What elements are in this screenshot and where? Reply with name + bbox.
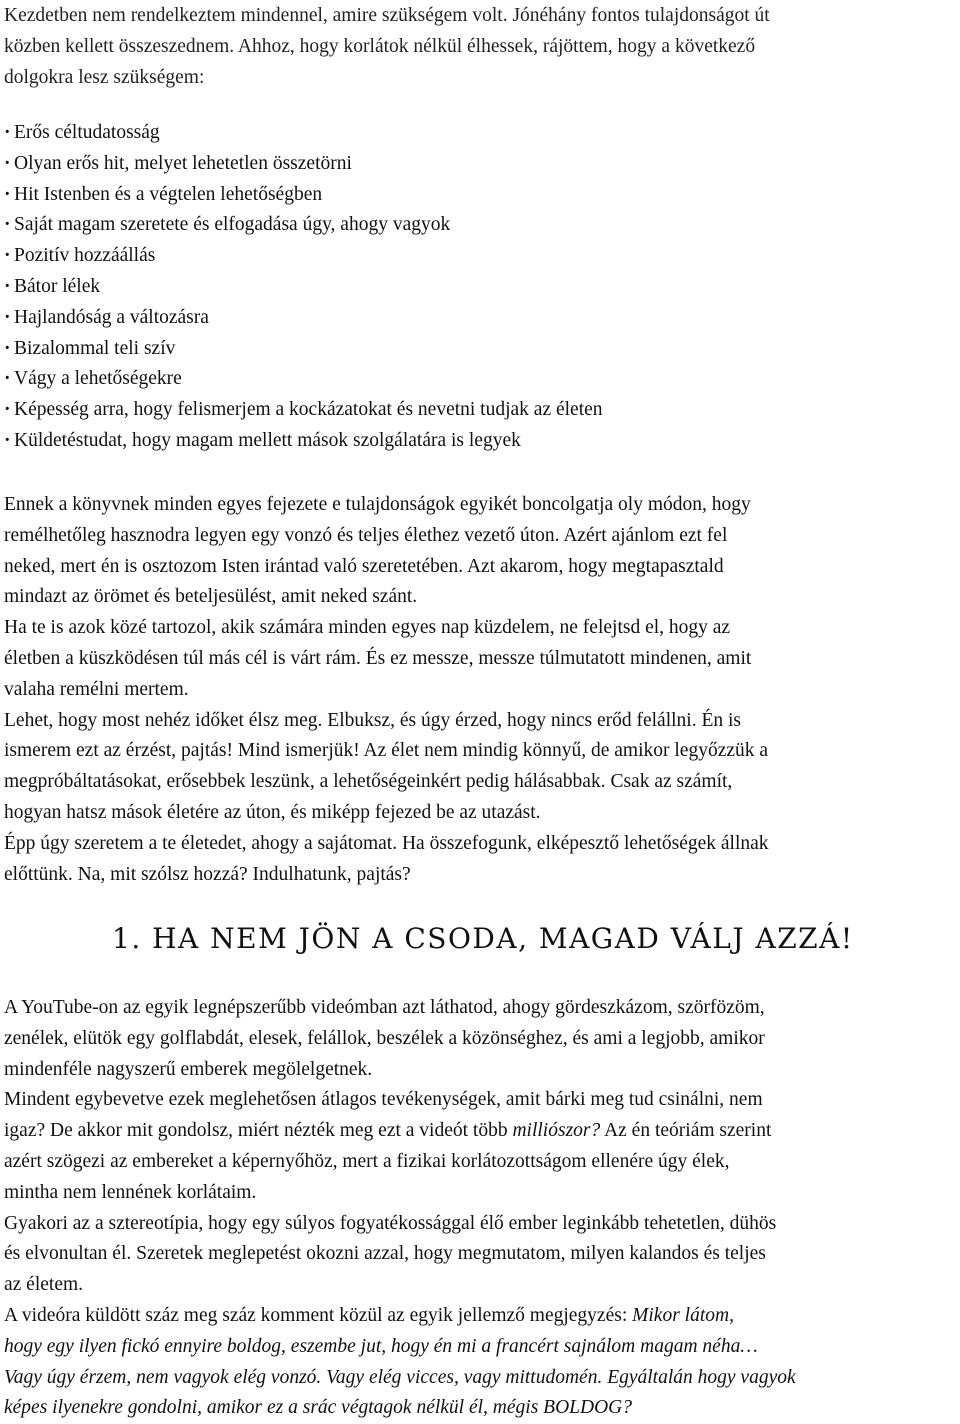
list-item: [4, 272, 603, 303]
list-item: [4, 303, 603, 334]
list-item: [4, 210, 603, 241]
text-line: mindenféle nagyszerű emberek megölelgetnek.: [4, 1058, 373, 1080]
list-item: [4, 426, 603, 457]
body-section-two: [4, 993, 956, 1424]
list-item: [4, 149, 603, 180]
list-item-text: Hajlandóság a változásra: [14, 306, 209, 328]
text-span: A videóra küldött száz meg száz komment közül az egyik jellemző megjegyzés:: [4, 1304, 633, 1326]
text-line: remélhetőleg hasznodra legyen egy vonzó és teljes élethez vezető úton. Azért ajánlom ezt fel: [4, 524, 728, 546]
intro-line: Kezdetben nem rendelkeztem mindennel, amire szükségem volt. Jónéhány fontos tulajdonságot út: [4, 5, 770, 26]
text-line: Gyakori az a sztereotípia, hogy egy súlyos fogyatékossággal élő ember leginkább tehetetlen, dühös: [4, 1212, 777, 1234]
qualities-list: [4, 118, 603, 457]
italic-text: szor?: [557, 1120, 601, 1142]
text-line: valaha remélni mertem.: [4, 678, 189, 700]
text-line: és elvonultan él. Szeretek meglepetést okozni azzal, hogy megmutatom, milyen kalandos és teljes: [4, 1243, 766, 1265]
list-item: [4, 180, 603, 211]
list-item-text: Erős céltudatosság: [14, 122, 160, 143]
list-item: [4, 118, 603, 149]
text-line: zenélek, elütök egy golflabdát, elesek, felállok, beszélek a közönséghez, és ami a legjobb, amikor: [4, 1027, 765, 1049]
italic-text: millió: [512, 1120, 558, 1142]
list-item-text: Küldetéstudat, hogy magam mellett mások szolgálatára is legyek: [14, 429, 521, 451]
text-line: [4, 1301, 956, 1332]
bullet-icon: ·: [4, 122, 11, 143]
italic-line: Vagy úgy érzem, nem vagyok elég vonzó. Vagy elég vicces, vagy mittudomén. Egyáltalán hogy vagyok: [4, 1366, 796, 1388]
list-item-text: Bátor lélek: [14, 275, 101, 297]
italic-text: Mikor látom,: [632, 1304, 734, 1326]
bullet-icon: ·: [4, 214, 11, 236]
list-item-text: Olyan erős hit, melyet lehetetlen összetörni: [14, 152, 352, 174]
text-line: Épp úgy szeretem a te életedet, ahogy a sajátomat. Ha összefogunk, elképesztő lehetőségek állnak: [4, 832, 769, 854]
text-line: az életem.: [4, 1274, 84, 1296]
intro-line: dolgokra lesz szükségem:: [4, 67, 205, 88]
list-item: [4, 364, 603, 395]
bullet-icon: ·: [4, 306, 11, 328]
text-line: Mindent egybevetve ezek meglehetősen átlagos tevékenységek, amit bárki meg tud csinálni, nem: [4, 1089, 763, 1111]
bullet-icon: ·: [4, 245, 11, 267]
list-item-text: Hit Istenben és a végtelen lehetőségben: [14, 183, 323, 205]
list-item-text: Képesség arra, hogy felismerjem a kockázatokat és nevetni tudjak az életen: [14, 399, 603, 421]
text-line: megpróbáltatásokat, erősebbek leszünk, a lehetőségeinkért pedig hálásabbak. Csak az számít,: [4, 771, 733, 793]
text-line: ismerem ezt az érzést, pajtás! Mind ismerjük! Az élet nem mindig könnyű, de amikor legyőzzük a: [4, 740, 769, 762]
text-line: neked, mert én is osztozom Isten irántad való szeretetében. Azt akarom, hogy megtapasztald: [4, 555, 724, 577]
text-span: Az én teóriám szerint: [600, 1120, 772, 1142]
italic-line: hogy egy ilyen fickó ennyire boldog, eszembe jut, hogy én mi a francért sajnálom magam néha…: [4, 1335, 758, 1357]
text-line: hogyan hatsz mások életére az úton, és miképp fejezed be az utazást.: [4, 801, 541, 823]
text-span: igaz? De akkor mit gondolsz, miért nézték meg ezt a videót több: [4, 1120, 513, 1142]
text-line: életben a küszködésen túl más cél is várt rám. És ez messze, messze túlmutatott mindenen, amit: [4, 647, 752, 669]
list-item: [4, 241, 603, 272]
text-line: Ha te is azok közé tartozol, akik számára minden egyes nap küzdelem, ne felejtsd el, hogy az: [4, 617, 731, 639]
list-item-text: Bizalommal teli szív: [14, 337, 176, 359]
list-item: [4, 395, 603, 426]
list-item-text: Vágy a lehetőségekre: [14, 368, 182, 390]
text-line: azért szögezi az embereket a képernyőhöz, mert a fizikai korlátozottságom ellenére úgy élek,: [4, 1150, 730, 1172]
bullet-icon: ·: [4, 368, 11, 390]
italic-line: képes ilyenekre gondolni, amikor ez a srác végtagok nélkül él, mégis BOLDOG?: [4, 1397, 632, 1419]
text-line: [4, 1116, 956, 1147]
text-line: előttünk. Na, mit szólsz hozzá? Indulhatunk, pajtás?: [4, 863, 411, 885]
list-item-text: Pozitív hozzáállás: [14, 245, 156, 267]
bullet-icon: ·: [4, 399, 11, 421]
text-line: mindazt az örömet és beteljesülést, amit neked szánt.: [4, 586, 418, 608]
bullet-icon: ·: [4, 337, 11, 359]
text-line: A YouTube-on az egyik legnépszerűbb videómban azt láthatod, ahogy gördeszkázom, szörfözöm,: [4, 997, 765, 1018]
intro-paragraph: [4, 0, 956, 93]
text-line: mintha nem lennének korlátaim.: [4, 1181, 257, 1203]
list-item-text: Saját magam szeretete és elfogadása úgy, ahogy vagyok: [14, 214, 451, 236]
chapter-heading: 1. HA NEM JÖN A CSODA, MAGAD VÁLJ AZZÁ!: [112, 922, 854, 955]
text-line: Lehet, hogy most nehéz időket élsz meg. Elbuksz, és úgy érzed, hogy nincs erőd felállni. Én is: [4, 709, 742, 731]
body-section-one: [4, 490, 956, 890]
text-line: Ennek a könyvnek minden egyes fejezete e tulajdonságok egyikét boncolgatja oly módon, hogy: [4, 494, 751, 515]
bullet-icon: ·: [4, 275, 11, 297]
intro-line: közben kellett összeszednem. Ahhoz, hogy korlátok nélkül élhessek, rájöttem, hogy a következő: [4, 36, 756, 57]
bullet-icon: ·: [4, 183, 11, 205]
list-item: [4, 334, 603, 365]
bullet-icon: ·: [4, 429, 11, 451]
bullet-icon: ·: [4, 152, 11, 174]
